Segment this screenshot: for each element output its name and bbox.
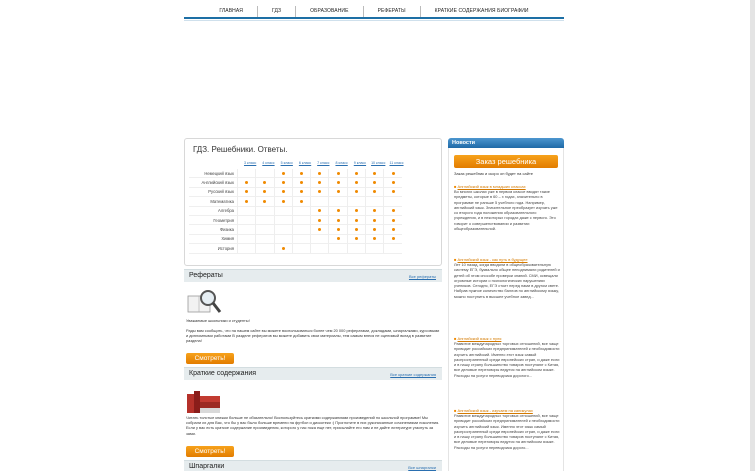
available-dot-icon[interactable] xyxy=(355,181,358,184)
grade-cell xyxy=(274,206,292,215)
kratkie-title: Краткие содержания xyxy=(189,370,257,377)
news-item-body: Во многих школах уже в первом классе вводят такие предметы, которые в 60 – х годах, значительно в программе не раньше 5 учебного года. Например, английский язык. Значительное преобразует изучать уже со второго года положения образовательного учреждения, и в некоторых городах даже с первого. Это говорит о совершенствовании и развитии общеобразовательной. xyxy=(454,189,558,232)
grade-cell xyxy=(310,234,328,243)
table-row xyxy=(189,207,402,216)
available-dot-icon[interactable] xyxy=(355,209,358,212)
all-shpargalki-link[interactable]: Все шпаргалки xyxy=(408,465,436,470)
subject-label: Немецкий язык xyxy=(204,170,234,176)
grade-cell xyxy=(237,216,255,225)
available-dot-icon[interactable] xyxy=(373,172,376,175)
grade-cell xyxy=(292,216,310,225)
grade-cell[interactable] xyxy=(237,178,255,187)
grade-cell[interactable] xyxy=(310,187,328,196)
grade-cell xyxy=(237,206,255,215)
available-dot-icon[interactable] xyxy=(392,209,395,212)
shpargalki-title: Шпаргалки xyxy=(189,463,225,470)
grade-cell[interactable] xyxy=(292,178,310,187)
order-solution-button[interactable]: Заказ решебника xyxy=(454,155,558,168)
grade-cell[interactable] xyxy=(310,216,328,225)
news-item xyxy=(454,257,560,299)
available-dot-icon[interactable] xyxy=(300,200,303,203)
grade-cell[interactable] xyxy=(347,234,365,243)
available-dot-icon[interactable] xyxy=(282,200,285,203)
available-dot-icon[interactable] xyxy=(300,172,303,175)
grade-cell xyxy=(255,216,273,225)
grade-link[interactable]: 5 класс xyxy=(280,161,293,165)
subject-label: Химия xyxy=(221,236,234,242)
subject-label: Русский язык xyxy=(208,189,234,195)
grade-cell[interactable] xyxy=(328,178,346,187)
grade-cell[interactable] xyxy=(383,206,401,215)
kratkie-text: Читать толстые книжки больше не обязательно! Воспользуйтесь краткими содержаниями произведений по школьной программе! Мы собрали их для Вас, что бы у вас было больше времени на футбол и дискотеки :) Проглотите в них рукописанные сочинениями поколения. Если у вас есть краткое содержание произведения, которого у нас пока еще нет, присылайте его нам и не дайте литературе угаснуть за зами. xyxy=(186,415,440,436)
grade-cell[interactable] xyxy=(292,169,310,178)
all-kratkie-link[interactable]: Все краткие содержания xyxy=(390,372,436,377)
grade-cell[interactable] xyxy=(255,187,273,196)
bullet-icon: ■ xyxy=(454,408,458,413)
magnifier-book-icon xyxy=(186,288,222,321)
grade-cell xyxy=(292,244,310,253)
grade-cell[interactable] xyxy=(328,225,346,234)
grade-cell[interactable] xyxy=(347,225,365,234)
news-header-title: Новости xyxy=(452,140,476,146)
available-dot-icon[interactable] xyxy=(318,172,321,175)
subject-label: Физика xyxy=(219,227,234,233)
available-dot-icon[interactable] xyxy=(263,181,266,184)
grade-cell[interactable] xyxy=(347,178,365,187)
grade-cell[interactable] xyxy=(383,225,401,234)
grade-cell[interactable] xyxy=(274,187,292,196)
available-dot-icon[interactable] xyxy=(318,228,321,231)
available-dot-icon[interactable] xyxy=(337,190,340,193)
news-header xyxy=(448,138,564,148)
nav-divider xyxy=(184,17,564,19)
available-dot-icon[interactable] xyxy=(392,237,395,240)
grade-cell[interactable] xyxy=(274,244,292,253)
kratkie-view-button[interactable]: Смотреть! xyxy=(186,446,234,457)
grade-cell[interactable] xyxy=(328,187,346,196)
grade-cell[interactable] xyxy=(365,206,383,215)
news-item xyxy=(454,336,560,378)
referaty-greeting: Уважаемые школьники и студенты! xyxy=(186,318,250,323)
grade-cell[interactable] xyxy=(365,216,383,225)
available-dot-icon[interactable] xyxy=(392,190,395,193)
grade-link[interactable]: 9 класс xyxy=(353,161,367,165)
available-dot-icon[interactable] xyxy=(318,209,321,212)
grade-cell[interactable] xyxy=(347,206,365,215)
available-dot-icon[interactable] xyxy=(282,247,285,250)
news-item-title[interactable]: Английский язык - изучаем на каникулах xyxy=(457,408,533,413)
order-subtitle: Заказ решебник и скоро он будет на сайте xyxy=(454,171,533,176)
available-dot-icon[interactable] xyxy=(373,190,376,193)
grade-cell xyxy=(328,244,346,253)
gdz-title: ГДЗ. Решебники. Ответы. xyxy=(193,145,288,154)
news-item-title[interactable]: Английский язык в младших классах xyxy=(457,184,526,189)
available-dot-icon[interactable] xyxy=(337,209,340,212)
grade-cell[interactable] xyxy=(365,178,383,187)
grade-cell[interactable] xyxy=(255,178,273,187)
grade-cell[interactable] xyxy=(365,187,383,196)
available-dot-icon[interactable] xyxy=(337,237,340,240)
bullet-icon: ■ xyxy=(454,257,458,262)
available-dot-icon[interactable] xyxy=(373,219,376,222)
nav-link[interactable]: ГЛАВНАЯ xyxy=(205,6,258,18)
grade-cell xyxy=(328,197,346,206)
grade-cell[interactable] xyxy=(255,197,273,206)
grade-cell xyxy=(310,244,328,253)
grade-header xyxy=(241,161,406,165)
available-dot-icon[interactable] xyxy=(282,172,285,175)
referaty-text: Рады вам сообщить, что на нашем сайте вы можете воспользоваться более чем 20 000 рефератами, докладами, шпаргалками, курсовыми и дипломными работами В разделе рефератов вы можете добавить свои материалы, тем самым внеся не оценимый вклад в развитие раздела! xyxy=(186,328,440,344)
grade-cell xyxy=(255,206,273,215)
grade-cell xyxy=(347,197,365,206)
grade-cell xyxy=(383,244,401,253)
available-dot-icon[interactable] xyxy=(392,172,395,175)
grade-cell xyxy=(237,234,255,243)
news-item-body: Лет 10 назад, когда вводили в общеобразовательную систему ЕГЭ, буквально общее неподнимали родителей и детей об этом способе проверки знаний. СМИ, освещали огромные истории о психологических нарушениях учеников. Сегодня, ЕГЭ стоит перед нами в другом свете. Набрав нужное количество баллов по английскому языку, можно поступить в высшее учебное завед... xyxy=(454,262,560,299)
available-dot-icon[interactable] xyxy=(318,219,321,222)
table-row xyxy=(189,188,402,197)
grade-link[interactable]: 10 класс xyxy=(371,161,386,165)
grade-cell[interactable] xyxy=(237,197,255,206)
available-dot-icon[interactable] xyxy=(392,181,395,184)
grade-cell xyxy=(383,197,401,206)
available-dot-icon[interactable] xyxy=(263,190,266,193)
available-dot-icon[interactable] xyxy=(337,228,340,231)
grade-cell xyxy=(292,225,310,234)
news-item-body: Развитие международных торговых отношений, все чаще приводит российских предпринимателей к необходимости изучить английский. Именно этот язык самый распространенный среди европейских стран, и даже если и в нашу страну большинство товаров поступают с Китая, все деловые переговоры ведутся на английском языке. Расходы на услуги переводчика дорогого... xyxy=(454,341,560,378)
grade-cell[interactable] xyxy=(365,225,383,234)
referaty-title: Рефераты xyxy=(189,272,223,279)
available-dot-icon[interactable] xyxy=(245,181,248,184)
nav-link[interactable]: КРАТКИЕ СОДЕРЖАНИЯ БИОГРАФИИ xyxy=(434,8,529,14)
grade-cell[interactable] xyxy=(274,197,292,206)
subject-label: Английский язык xyxy=(201,180,234,186)
grade-cell[interactable] xyxy=(347,169,365,178)
news-item xyxy=(454,184,560,231)
grade-cell[interactable] xyxy=(328,216,346,225)
grade-cell xyxy=(255,244,273,253)
grade-cell[interactable] xyxy=(383,169,401,178)
nav-link[interactable]: РЕФЕРАТЫ xyxy=(364,6,421,18)
shpargalki-header xyxy=(184,460,442,471)
table-row xyxy=(189,235,402,244)
grade-cell[interactable] xyxy=(310,206,328,215)
grade-cell[interactable] xyxy=(383,216,401,225)
grade-cell[interactable] xyxy=(310,225,328,234)
table-row xyxy=(189,225,402,234)
grade-link[interactable]: 7 класс xyxy=(317,161,330,165)
available-dot-icon[interactable] xyxy=(337,172,340,175)
available-dot-icon[interactable] xyxy=(337,181,340,184)
referaty-header xyxy=(184,269,442,282)
all-referaty-link[interactable]: Все рефераты xyxy=(408,274,436,279)
available-dot-icon[interactable] xyxy=(282,181,285,184)
available-dot-icon[interactable] xyxy=(355,219,358,222)
grade-cell[interactable] xyxy=(274,178,292,187)
grade-cell[interactable] xyxy=(328,169,346,178)
grade-cell xyxy=(255,225,273,234)
available-dot-icon[interactable] xyxy=(300,190,303,193)
subject-label: Геометрия xyxy=(213,217,234,223)
available-dot-icon[interactable] xyxy=(318,190,321,193)
available-dot-icon[interactable] xyxy=(392,228,395,231)
grade-cell[interactable] xyxy=(365,169,383,178)
grade-cell[interactable] xyxy=(347,216,365,225)
available-dot-icon[interactable] xyxy=(318,181,321,184)
subject-label: Алгебра xyxy=(217,208,234,214)
available-dot-icon[interactable] xyxy=(282,190,285,193)
grade-cell xyxy=(274,216,292,225)
grade-cell xyxy=(237,225,255,234)
grade-cell xyxy=(292,206,310,215)
available-dot-icon[interactable] xyxy=(355,172,358,175)
grade-link[interactable]: 6 класс xyxy=(298,161,312,165)
grade-link[interactable]: 4 класс xyxy=(262,161,275,165)
grade-cell[interactable] xyxy=(310,178,328,187)
bullet-icon: ■ xyxy=(454,184,458,189)
available-dot-icon[interactable] xyxy=(300,181,303,184)
grade-cell[interactable] xyxy=(383,234,401,243)
news-item-title[interactable]: Английский язык с нуля xyxy=(457,336,502,341)
grade-cell xyxy=(365,244,383,253)
grade-cell[interactable] xyxy=(274,169,292,178)
referaty-view-button[interactable]: Смотреть! xyxy=(186,353,234,364)
news-item-title[interactable]: Английский язык - как путь в будущее xyxy=(457,257,528,262)
available-dot-icon[interactable] xyxy=(337,219,340,222)
page-edge xyxy=(750,0,755,471)
available-dot-icon[interactable] xyxy=(373,209,376,212)
table-row xyxy=(189,244,402,253)
grade-cell[interactable] xyxy=(328,206,346,215)
grade-cell[interactable] xyxy=(365,234,383,243)
grade-cell[interactable] xyxy=(347,187,365,196)
grade-cell xyxy=(347,244,365,253)
grade-link[interactable]: 8 класс xyxy=(335,161,348,165)
grade-cell xyxy=(237,244,255,253)
gdz-panel xyxy=(184,138,442,266)
grade-cell xyxy=(255,234,273,243)
grade-cell[interactable] xyxy=(292,187,310,196)
table-row xyxy=(189,169,402,178)
table-row xyxy=(189,178,402,187)
nav-link[interactable]: ОБРАЗОВАНИЕ xyxy=(296,6,363,18)
grade-cell[interactable] xyxy=(383,178,401,187)
grade-cell[interactable] xyxy=(237,187,255,196)
grade-cell xyxy=(292,234,310,243)
bullet-icon: ■ xyxy=(454,336,458,341)
available-dot-icon[interactable] xyxy=(245,190,248,193)
available-dot-icon[interactable] xyxy=(373,228,376,231)
news-item-body: Развитие международных торговых отношений, все чаще приводит российских предпринимателей к необходимости изучить английский язык. Именно этот язык самый распространенный среди европейских стран, и даже если и в нашу страну большинство товаров поступают с Китая, все деловые переговоры ведутся на английском языке. Расходы на услуги переводчика дорого... xyxy=(454,413,560,450)
table-row xyxy=(189,216,402,225)
available-dot-icon[interactable] xyxy=(373,237,376,240)
grade-cell[interactable] xyxy=(328,234,346,243)
kratkie-header xyxy=(184,367,442,380)
grade-cell[interactable] xyxy=(310,169,328,178)
grade-cell[interactable] xyxy=(383,187,401,196)
table-row xyxy=(189,197,402,206)
available-dot-icon[interactable] xyxy=(392,219,395,222)
subject-label: История xyxy=(217,245,234,251)
available-dot-icon[interactable] xyxy=(373,181,376,184)
available-dot-icon[interactable] xyxy=(245,200,248,203)
grade-link[interactable]: 3 класс xyxy=(243,161,257,165)
grade-cell xyxy=(274,225,292,234)
grade-cell xyxy=(310,197,328,206)
available-dot-icon[interactable] xyxy=(263,200,266,203)
news-item xyxy=(454,408,560,450)
grade-cell xyxy=(274,234,292,243)
grade-link[interactable]: 11 класс xyxy=(389,161,404,165)
available-dot-icon[interactable] xyxy=(355,190,358,193)
subject-label: Математика xyxy=(210,198,234,204)
nav-divider-light xyxy=(184,20,564,21)
gdz-table xyxy=(189,169,402,254)
available-dot-icon[interactable] xyxy=(355,228,358,231)
nav-link[interactable]: ГДЗ xyxy=(258,6,296,18)
grade-cell xyxy=(237,169,255,178)
grade-cell[interactable] xyxy=(292,197,310,206)
available-dot-icon[interactable] xyxy=(355,237,358,240)
grade-cell xyxy=(365,197,383,206)
grade-cell xyxy=(255,169,273,178)
